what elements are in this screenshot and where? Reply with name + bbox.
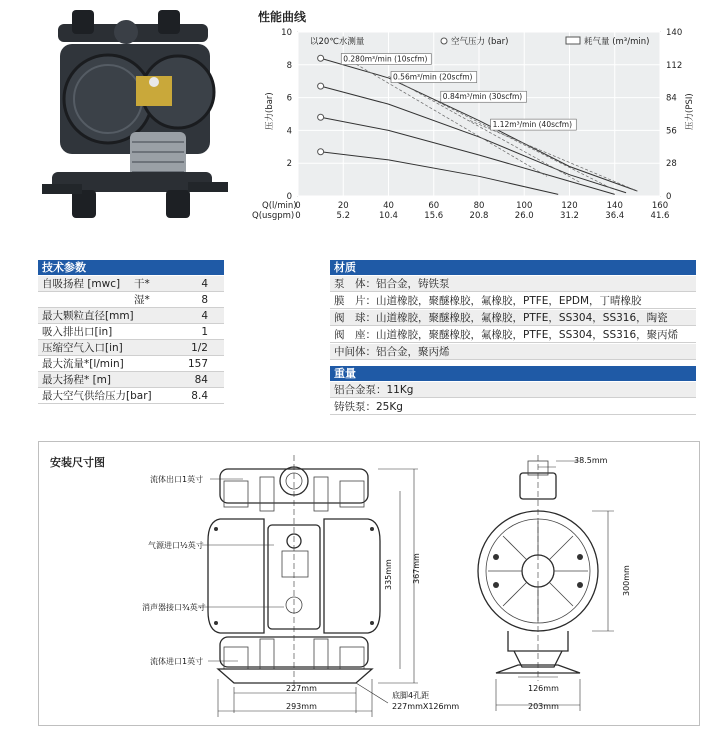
label-feet-holes: 底脚4孔距: [392, 691, 430, 700]
y-tick-psi: 84: [666, 93, 677, 104]
spec-sub: 湿*: [134, 294, 150, 306]
material-row: 泵 体：铝合金，铸铁泵: [330, 276, 696, 292]
x-tick-usgpm: 26.0: [514, 211, 534, 221]
x-tick-lmin: 120: [561, 201, 578, 211]
spec-row: [38, 308, 224, 324]
pump-photo: [38, 4, 246, 224]
ylabel-right: 压力(PSI): [685, 93, 695, 130]
x-tick-usgpm: 15.6: [424, 211, 444, 221]
y-tick-bar: 4: [286, 126, 292, 137]
x-tick-lmin: 0: [295, 201, 301, 211]
label-feet-dim: 227mmX126mm: [392, 702, 460, 711]
y-tick-bar: 6: [286, 93, 292, 104]
x-tick-usgpm: 41.6: [650, 211, 670, 221]
y-tick-psi: 56: [666, 126, 677, 137]
spec-label: 吸入排出口[in]: [42, 326, 113, 338]
dim-126: 126mm: [528, 684, 559, 693]
y-tick-bar: 0: [286, 192, 292, 202]
pressure-point: [318, 83, 324, 89]
pressure-point: [318, 149, 324, 155]
spec-row: [38, 292, 224, 308]
spec-row: [38, 356, 224, 372]
label-air-inlet: 气源进口½英寸: [148, 541, 204, 550]
label-muffler: 消声器接口¾英寸: [142, 603, 206, 612]
spec-value: 1: [201, 326, 208, 338]
spec-label: 最大颗粒直径[mm]: [42, 310, 134, 322]
spec-row: [38, 372, 224, 388]
spec-value: 157: [187, 358, 208, 370]
x-tick-lmin: 40: [383, 201, 394, 211]
install-title: 安装尺寸图: [50, 456, 105, 469]
flow-label: 0.84m³/min (30scfm): [442, 92, 523, 102]
material-row: 阀 座：山道橡胶，聚醚橡胶，氟橡胶，PTFE，SS304，SS316，聚丙烯: [330, 327, 696, 343]
dim-335: 335mm: [384, 559, 393, 590]
material-row: 中间体：铝合金，聚丙烯: [330, 344, 696, 360]
xlabel-usgpm: Q(usgpm): [252, 211, 295, 221]
dim-300: 300mm: [622, 565, 631, 596]
x-tick-lmin: 20: [337, 201, 349, 211]
y-tick-psi: 0: [666, 192, 672, 202]
y-tick-bar: 2: [286, 159, 292, 170]
weight-row: 铝合金泵：11Kg: [330, 382, 696, 398]
spec-label: 压缩空气入口[in]: [42, 342, 123, 354]
material-row: 阀 球：山道橡胶，聚醚橡胶，氟橡胶，PTFE，SS304，SS316，陶瓷: [330, 310, 696, 326]
weight-title: 重量: [330, 366, 696, 381]
x-tick-lmin: 100: [516, 201, 533, 211]
x-tick-lmin: 140: [606, 201, 623, 211]
label-fluid-inlet: 流体进口1英寸: [150, 657, 204, 666]
spec-value: 8: [201, 294, 208, 306]
y-tick-bar: 8: [286, 60, 292, 71]
legend-air: 空气压力 (bar): [451, 37, 509, 47]
ylabel-left: 压力(bar): [265, 92, 275, 130]
spec-label: 最大空气供给压力[bar]: [42, 390, 152, 402]
dim-367: 367mm: [412, 553, 421, 584]
spec-row: [38, 340, 224, 356]
x-tick-lmin: 160: [651, 201, 669, 211]
label-fluid-outlet: 流体出口1英寸: [150, 475, 204, 484]
side-view: [478, 455, 614, 711]
flow-label: 0.280m³/min (10scfm): [343, 54, 428, 64]
spec-value: 8.4: [191, 390, 208, 402]
spec-sub: 干*: [134, 278, 150, 290]
x-tick-usgpm: 5.2: [336, 211, 351, 221]
pressure-point: [318, 114, 324, 120]
dim-227: 227mm: [286, 684, 317, 693]
spec-row: [38, 388, 224, 404]
spec-value: 1/2: [191, 342, 208, 354]
legend-cons: 耗气量 (m³/min): [584, 37, 650, 47]
spec-row: [38, 276, 224, 292]
y-tick-bar: 10: [281, 28, 292, 38]
specs-title: 技术参数: [38, 260, 224, 275]
x-tick-usgpm: 36.4: [605, 211, 625, 221]
spec-value: 84: [194, 374, 208, 386]
flow-label: 1.12m³/min (40scfm): [492, 120, 573, 130]
dim-203: 203mm: [528, 702, 559, 711]
performance-chart: [252, 24, 700, 224]
flow-label: 0.56m³/min (20scfm): [393, 72, 473, 82]
material-row: 膜 片：山道橡胶，聚醚橡胶，氟橡胶，PTFE，EPDM，丁晴橡胶: [330, 293, 696, 309]
dim-38-5: 38.5mm: [574, 456, 608, 465]
pressure-point: [318, 55, 324, 61]
x-tick-usgpm: 0: [295, 211, 301, 221]
x-tick-usgpm: 20.8: [469, 211, 489, 221]
chart-heading: 性能曲线: [258, 10, 307, 24]
dim-293: 293mm: [286, 702, 317, 711]
legend-temp: 以20℃水测量: [310, 37, 365, 47]
x-tick-lmin: 80: [473, 201, 485, 211]
materials-title: 材质: [330, 260, 696, 275]
spec-value: 4: [201, 310, 208, 322]
legend-air-marker: [441, 38, 447, 44]
x-tick-usgpm: 10.4: [379, 211, 398, 221]
x-tick-lmin: 60: [428, 201, 440, 211]
spec-value: 4: [201, 278, 208, 290]
y-tick-psi: 28: [666, 159, 677, 170]
spec-label: 最大扬程* [m]: [42, 374, 112, 386]
spec-row: [38, 324, 224, 340]
y-tick-psi: 140: [666, 28, 683, 38]
xlabel-lmin: Q(l/min): [262, 201, 297, 211]
y-tick-psi: 112: [666, 60, 683, 71]
legend-cons-marker: [566, 37, 580, 44]
x-tick-usgpm: 31.2: [560, 211, 579, 221]
spec-label: 自吸扬程 [mwc]: [42, 278, 121, 290]
install-drawing: [38, 441, 700, 726]
weight-row: 铸铁泵：25Kg: [330, 399, 696, 415]
spec-label: 最大流量*[l/min]: [42, 358, 124, 370]
